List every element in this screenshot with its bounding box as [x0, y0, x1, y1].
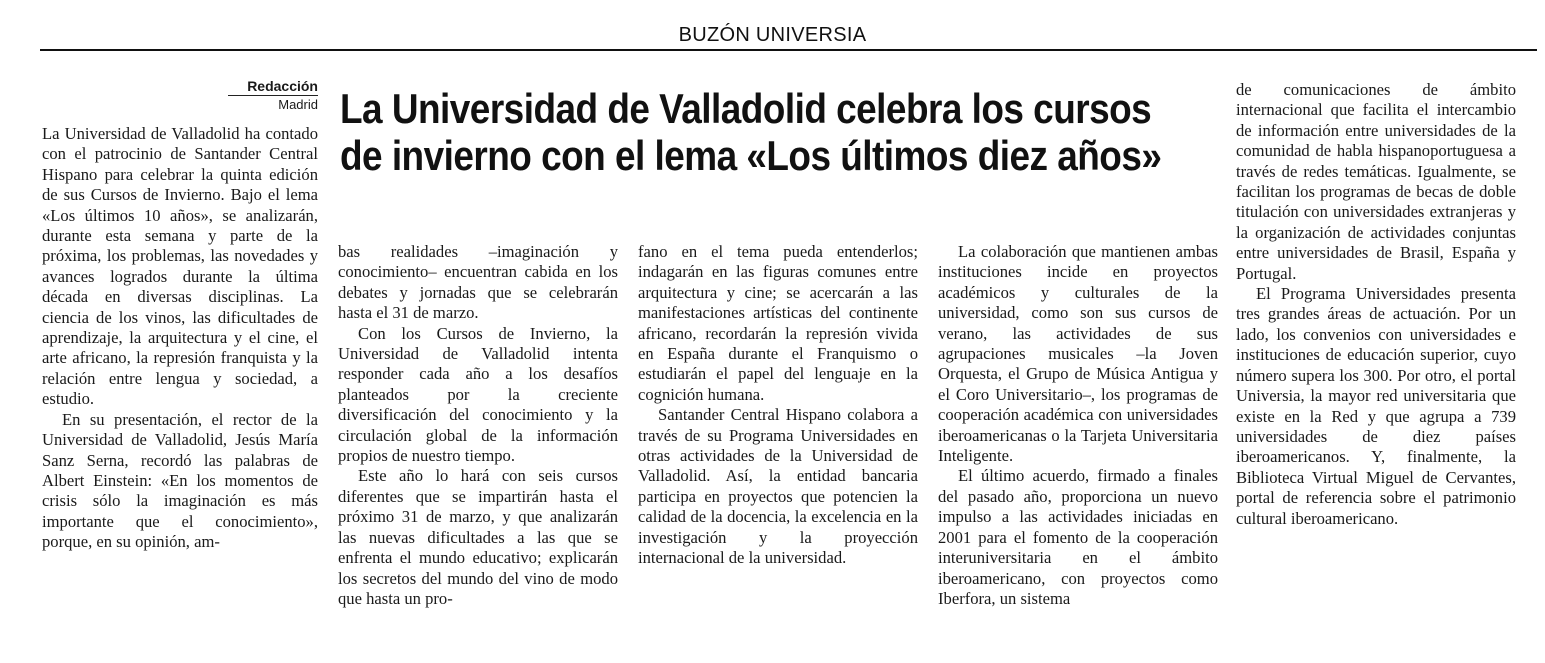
- article-headline: [340, 85, 1162, 179]
- paragraph-2-start: En su presentación, el rector de la Universidad de Valladolid, Jesús María Sanz Serna, recordó las palabras de Albert Einstein: «En los momentos de crisis sólo la imaginación es más importante que el conocimiento», porque, en su opinión, am-: [42, 409, 318, 552]
- headline-line-2: de invierno con el lema «Los últimos diez años»: [340, 132, 1162, 179]
- byline: [228, 78, 318, 113]
- paragraph-7-start: El último acuerdo, firmado a finales del pasado año, proporciona un nuevo impulso a las actividades iniciadas en 2001 para el fomento de la cooperación interuniversitaria en el ámbito iberoamericano, con proyectos como Iberfora, un sistema: [938, 466, 1218, 608]
- section-title: BUZÓN UNIVERSIA: [669, 24, 877, 46]
- article-column-5: [1236, 80, 1516, 529]
- headline-line-1: La Universidad de Valladolid celebra los cursos: [340, 85, 1152, 132]
- byline-place: Madrid: [228, 95, 318, 113]
- paragraph-3: Con los Cursos de Invierno, la Universidad de Valladolid intenta responder cada año a los desafíos planteados por la creciente diversificación del conocimiento y la circulación global de la información propios de nuestro tiempo.: [338, 323, 618, 466]
- section-header: [0, 24, 1545, 47]
- paragraph-4-end: fano en el tema pueda entenderlos; indagarán en las figuras comunes entre arquitectura y cine; se acercarán a las manifestaciones artísticas del continente africano, recordarán la represión vivida en España durante el Franquismo o estudiarán el papel del lenguaje en la cognición humana.: [638, 242, 918, 404]
- paragraph-1: La Universidad de Valladolid ha contado con el patrocinio de Santander Central Hispano para celebrar la quinta edición de sus Cursos de Invierno. Bajo el lema «Los últimos 10 años», se analizarán, durante esta semana y parte de la próxima, los problemas, las novedades y avances logrados durante la última década en diversas disciplinas. La ciencia de los vinos, las dificultades de aprendizaje, la arquitectura y el cine, el arte africano, la represión franquista y la relación entre lengua y sociedad, a estudio.: [42, 124, 318, 409]
- paragraph-4-start: Este año lo hará con seis cursos diferentes que se impartirán hasta el próximo 31 de marzo, y que analizarán las nuevas dificultades a las que se enfrenta el mundo educativo; explicarán los secretos del mundo del vino de modo que hasta un pro-: [338, 466, 618, 608]
- article-column-2: [338, 242, 618, 609]
- article-column-4: [938, 242, 1218, 609]
- paragraph-8: El Programa Universidades presenta tres grandes áreas de actuación. Por un lado, los convenios con universidades e instituciones de educación superior, cuyo número supera los 300. Por otro, el portal Universia, la mayor red universitaria que existe en la Red y que agrupa a 739 universidades de diez países iberoamericanos. Y, finalmente, la Biblioteca Virtual Miguel de Cervantes, portal de referencia sobre el patrimonio cultural iberoamericano.: [1236, 284, 1516, 528]
- paragraph-2-end: bas realidades –imaginación y conocimiento– encuentran cabida en los debates y jornadas que se celebrarán hasta el 31 de marzo.: [338, 242, 618, 323]
- byline-author: Redacción: [247, 78, 318, 94]
- article-column-3: [638, 242, 918, 569]
- article-column-1: [42, 124, 318, 553]
- paragraph-6: La colaboración que mantienen ambas instituciones incide en proyectos académicos y culturales de la universidad, como son sus cursos de verano, las actividades de sus agrupaciones musicales –la Joven Orquesta, el Grupo de Música Antigua y el Coro Universitario–, los programas de cooperación académica con universidades iberoamericanas o la Tarjeta Universitaria Inteligente.: [938, 242, 1218, 466]
- section-header-rule: [40, 49, 1537, 51]
- paragraph-5: Santander Central Hispano colabora a través de su Programa Universidades en otras actividades de la Universidad de Valladolid. Así, la entidad bancaria participa en proyectos que potencien la calidad de la docencia, la excelencia en la investigación y la proyección internacional de la universidad.: [638, 405, 918, 568]
- paragraph-7-end: de comunicaciones de ámbito internacional que facilita el intercambio de información entre universidades de la comunidad de habla hispanoportuguesa a través de redes temáticas. Igualmente, se facilitan los programas de becas de doble titulación con universidades extranjeras y la organización de actividades conjuntas entre universidades de Brasil, España y Portugal.: [1236, 80, 1516, 283]
